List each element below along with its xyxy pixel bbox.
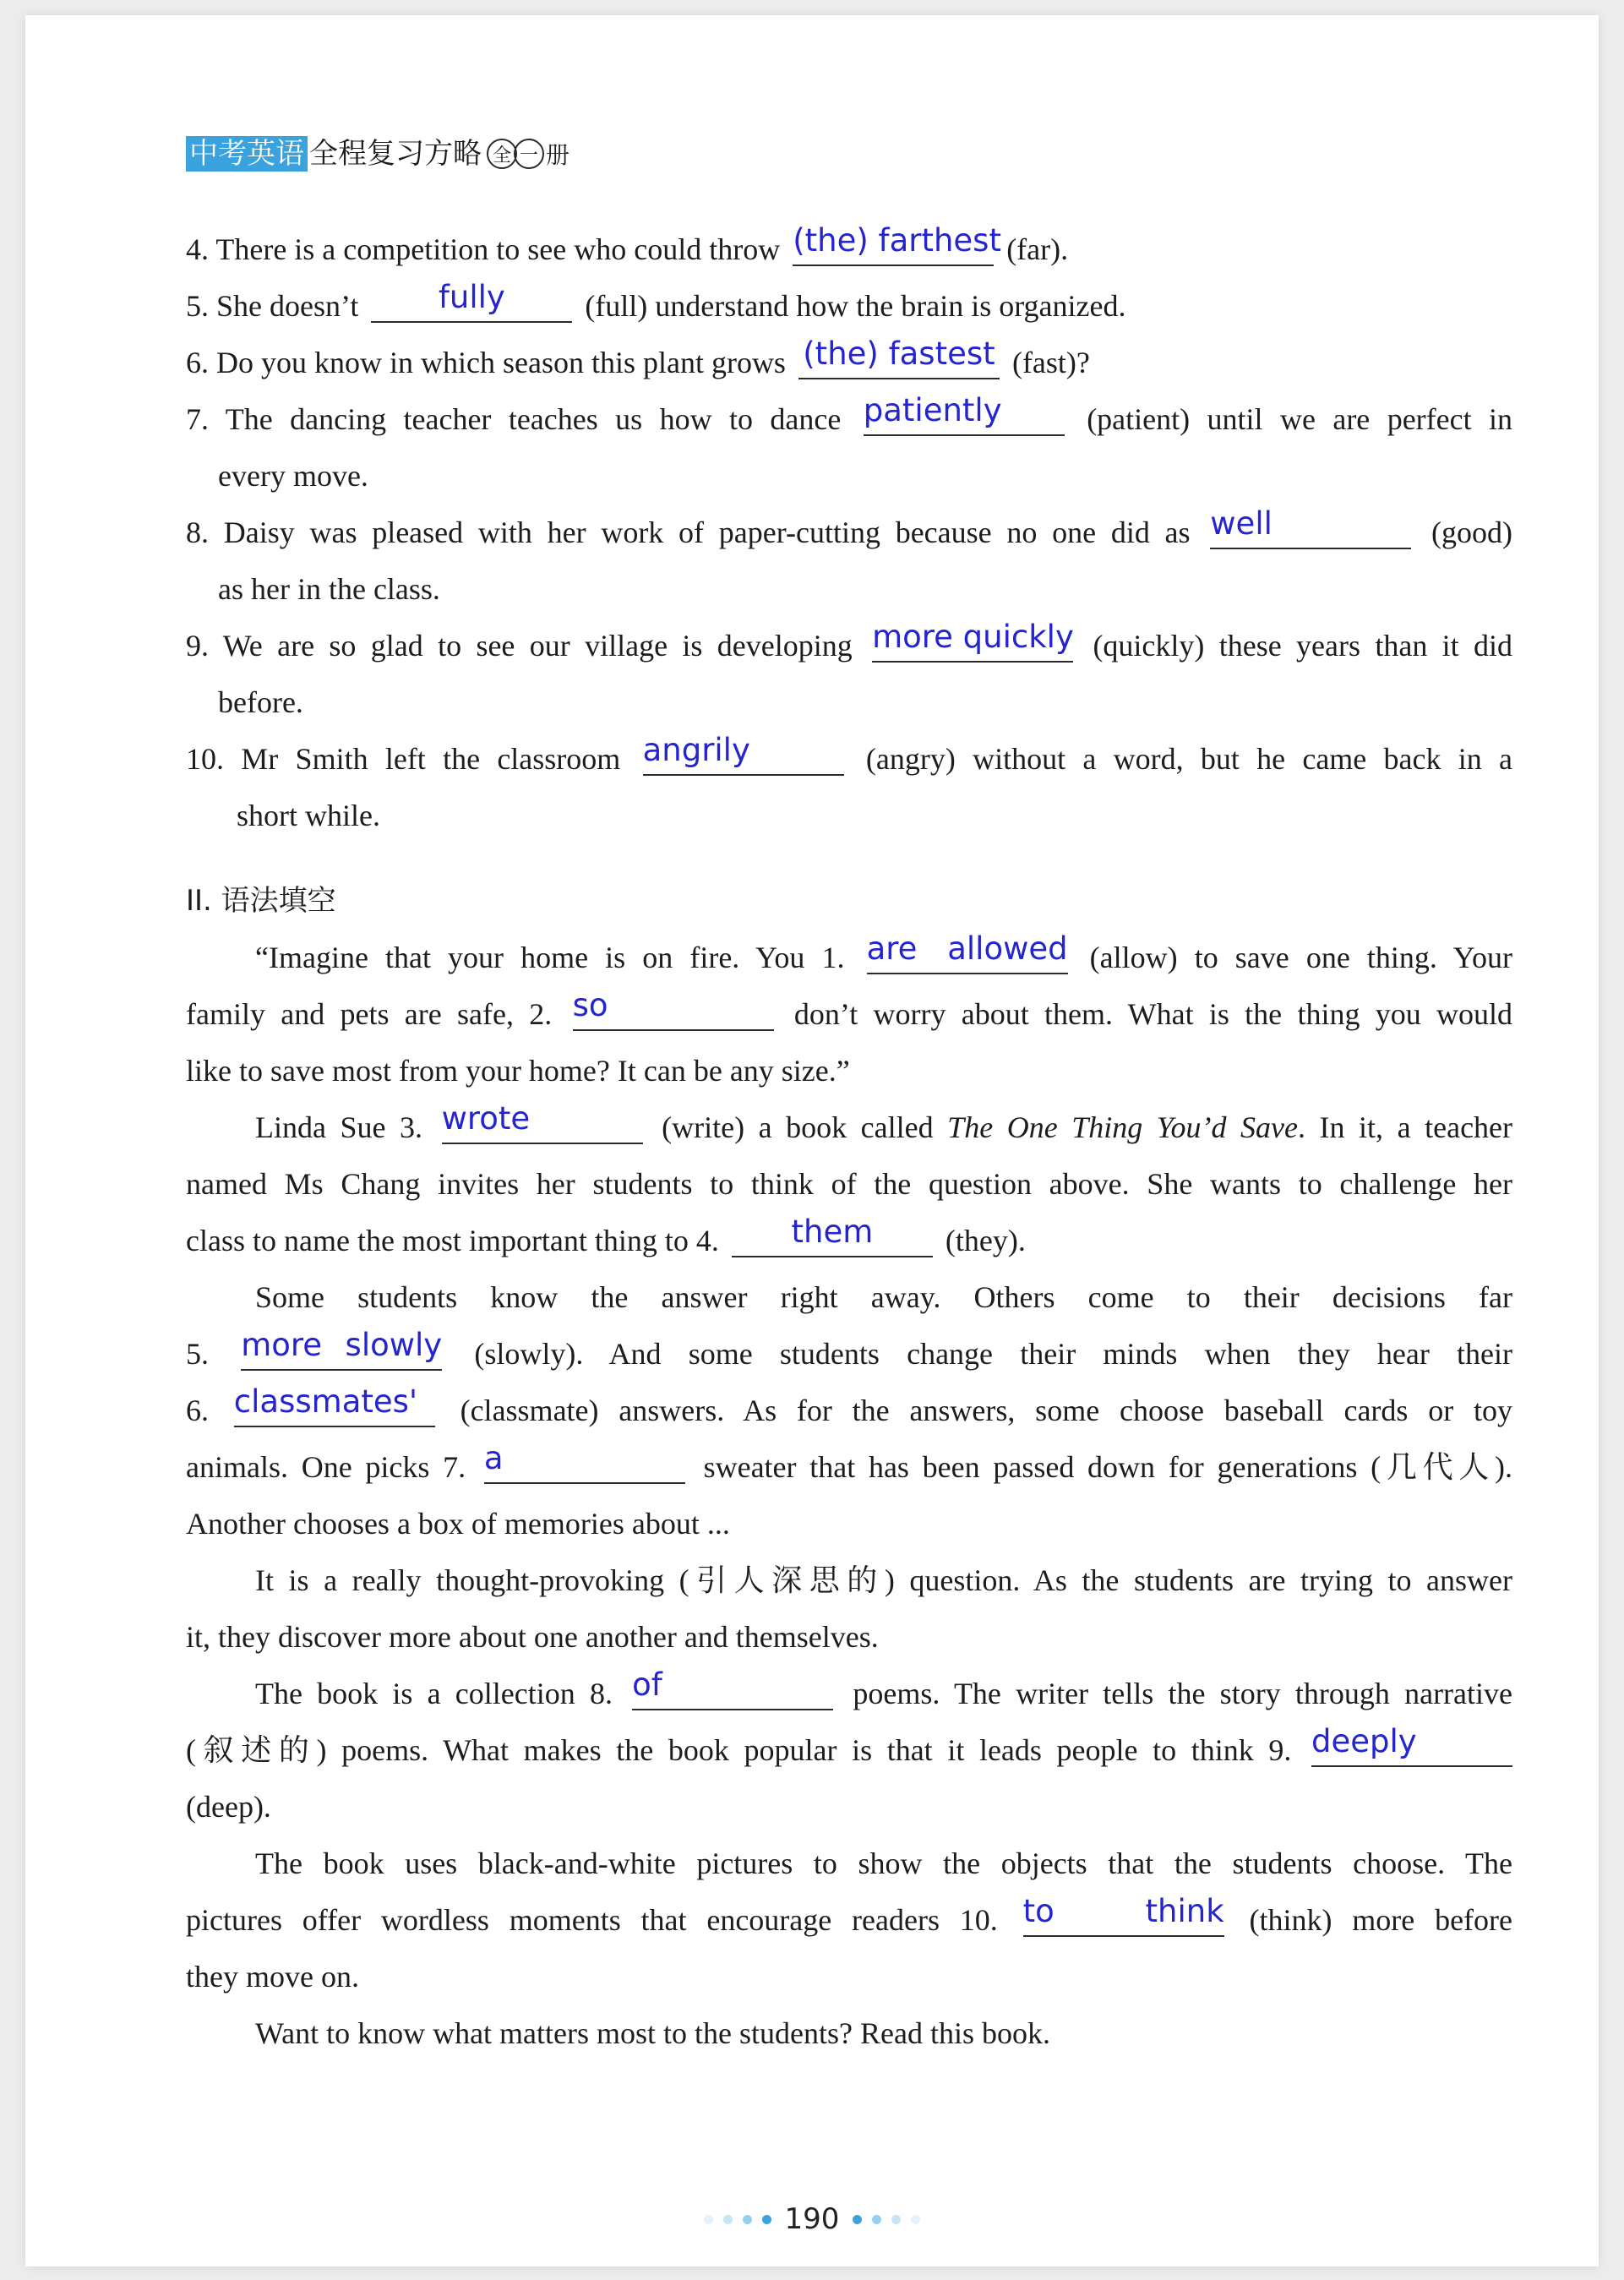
passage-line: Some students know the answer right away. Others come to their decisions far <box>255 1280 1512 1314</box>
decor-dot-icon <box>704 2215 713 2224</box>
page-footer <box>25 2202 1599 2236</box>
item-hint: (angry) without a word, but he came back in a <box>865 742 1513 776</box>
passage-line: they move on. <box>186 1960 359 1994</box>
passage-text: (slowly). And some students change their minds when they hear their <box>474 1337 1512 1371</box>
handwritten-answer: wrote <box>441 1100 531 1137</box>
volume-circle-2: 一 <box>514 139 544 169</box>
passage-line <box>186 1099 1512 1156</box>
item-number: 8. <box>186 515 209 549</box>
item-4 <box>186 221 1512 278</box>
book-title-italic: The One Thing You’d Save <box>947 1110 1298 1144</box>
item-9-continued: before. <box>218 685 303 719</box>
handwritten-answer: well <box>1210 505 1272 542</box>
page-header <box>186 135 569 172</box>
item-text: Do you know in which season this plant grows <box>216 346 786 379</box>
handwritten-answer: deeply <box>1311 1723 1417 1759</box>
item-hint: (good) <box>1431 515 1513 549</box>
answer-blank <box>1210 505 1411 549</box>
handwritten-answer: fully <box>438 279 505 315</box>
answer-blank-3 <box>441 1100 643 1144</box>
answer-blank <box>371 279 572 323</box>
item-text: Daisy was pleased with her work of paper-cutting because no one did as <box>223 515 1191 549</box>
book-title: 全程复习方略 <box>309 137 482 171</box>
item-6 <box>186 335 1512 391</box>
answer-blank-7 <box>483 1440 685 1484</box>
item-10-continued: short while. <box>237 799 380 832</box>
passage-line <box>186 1383 1512 1439</box>
passage-line <box>186 1666 1512 1722</box>
handwritten-answer: patiently <box>863 392 1002 428</box>
passage-text: Linda Sue 3. <box>255 1110 423 1144</box>
item-number: 10. <box>186 742 224 776</box>
item-number: 5. <box>186 289 209 323</box>
passage-text: class to name the most important thing to 4. <box>186 1224 719 1257</box>
passage-line: it, they discover more about one another and themselves. <box>186 1620 879 1654</box>
handwritten-answer: so <box>572 987 608 1023</box>
answer-blank-10 <box>1022 1893 1224 1937</box>
item-hint: (fast)? <box>1011 346 1090 379</box>
decor-dot-icon <box>911 2215 920 2224</box>
answer-blank-8 <box>632 1666 833 1710</box>
answer-blank-1 <box>866 930 1068 974</box>
decor-dot-icon <box>762 2215 771 2224</box>
answer-blank <box>798 335 1000 379</box>
passage-line: The book uses black-and-white pictures to show the objects that the students choose. The <box>255 1846 1512 1880</box>
item-number: 9. <box>186 629 209 663</box>
handwritten-answer: (the) farthest <box>793 222 1001 259</box>
item-5 <box>186 278 1512 335</box>
item-8 <box>186 505 1512 561</box>
handwritten-answer: to think <box>1022 1893 1224 1929</box>
passage-text: (classmate) answers. As for the answers, some choose baseball cards or toy <box>460 1394 1513 1427</box>
volume-circle-1: 全 <box>487 139 517 169</box>
passage-text: (allow) to save one thing. Your <box>1089 941 1513 974</box>
decor-dot-icon <box>723 2215 733 2224</box>
handwritten-answer: (the) fastest <box>803 335 995 372</box>
exercise-content <box>186 221 1512 2062</box>
decor-dot-icon <box>853 2215 862 2224</box>
passage-line: Another chooses a box of memories about ... <box>186 1507 730 1541</box>
passage-text: (叙述的) poems. What makes the book popular is that it leads people to think 9. <box>186 1733 1292 1767</box>
passage-line <box>186 1892 1512 1949</box>
passage-text: sweater that has been passed down for generations (几代人). <box>703 1450 1513 1484</box>
handwritten-answer: angrily <box>642 732 750 768</box>
passage-text: (they). <box>945 1224 1026 1257</box>
passage-text: (write) a book called <box>662 1110 934 1144</box>
series-tag: 中考英语 <box>186 136 308 172</box>
passage-text: 5. <box>186 1337 209 1371</box>
item-hint: (full) understand how the brain is organized. <box>585 289 1126 323</box>
item-hint: (far). <box>1006 232 1069 266</box>
decor-dot-icon <box>872 2215 881 2224</box>
answer-blank <box>872 619 1074 663</box>
section-heading: II. 语法填空 <box>186 884 336 918</box>
decor-dot-icon <box>891 2215 901 2224</box>
item-9 <box>186 618 1512 674</box>
answer-blank <box>863 392 1065 436</box>
answer-blank-4 <box>732 1214 933 1257</box>
textbook-page <box>25 15 1599 2266</box>
handwritten-answer: of <box>632 1666 662 1703</box>
answer-blank <box>793 222 1001 266</box>
passage-text: 6. <box>186 1394 209 1427</box>
passage-line <box>186 986 1512 1043</box>
volume-suffix: 册 <box>546 141 570 169</box>
handwritten-answer: more quickly <box>872 619 1074 655</box>
passage-line <box>186 1213 1512 1269</box>
answer-blank-9 <box>1311 1723 1512 1767</box>
passage-text: poems. The writer tells the story through narrative <box>853 1677 1513 1710</box>
item-number: 4. <box>186 232 209 266</box>
handwritten-answer: a <box>483 1440 504 1476</box>
answer-blank-5 <box>241 1327 443 1371</box>
passage-text: “Imagine that your home is on fire. You 1. <box>255 941 845 974</box>
passage-line <box>186 1326 1512 1383</box>
passage-line: like to save most from your home? It can be any size.” <box>186 1054 850 1088</box>
passage-line: named Ms Chang invites her students to think of the question above. She wants to challenge her <box>186 1167 1512 1201</box>
item-7-continued: every move. <box>218 459 368 493</box>
passage-line: (deep). <box>186 1790 271 1824</box>
item-text: Mr Smith left the classroom <box>241 742 621 776</box>
answer-blank <box>642 732 844 776</box>
item-text: She doesn’t <box>216 289 359 323</box>
passage-text: pictures offer wordless moments that encourage readers 10. <box>186 1903 998 1937</box>
item-hint: (patient) until we are perfect in <box>1087 402 1513 436</box>
passage-line: Want to know what matters most to the students? Read this book. <box>255 2016 1050 2050</box>
handwritten-answer: classmates' <box>233 1383 418 1420</box>
answer-blank-2 <box>572 987 774 1031</box>
passage-text: . In it, a teacher <box>1297 1110 1513 1144</box>
passage-line <box>186 1439 1512 1496</box>
item-hint: (quickly) these years than it did <box>1093 629 1513 663</box>
passage-text: (think) more before <box>1249 1903 1512 1937</box>
passage-line <box>186 1722 1512 1779</box>
item-text: We are so glad to see our village is developing <box>222 629 853 663</box>
item-number: 6. <box>186 346 209 379</box>
page-number: 190 <box>784 2202 840 2236</box>
passage-line: It is a really thought-provoking (引人深思的) question. As the students are trying to answer <box>255 1563 1512 1597</box>
passage-text: animals. One picks 7. <box>186 1450 466 1484</box>
handwritten-answer: are allowed <box>866 930 1068 967</box>
item-number: 7. <box>186 402 209 436</box>
item-7 <box>186 391 1512 448</box>
item-10 <box>186 731 1512 788</box>
passage-line <box>186 930 1512 986</box>
item-text: The dancing teacher teaches us how to dance <box>225 402 842 436</box>
item-text: There is a competition to see who could throw <box>215 232 781 266</box>
decor-dot-icon <box>743 2215 752 2224</box>
passage-text: The book is a collection 8. <box>255 1677 613 1710</box>
passage-text: family and pets are safe, 2. <box>186 997 553 1031</box>
passage-text: don’t worry about them. What is the thing you would <box>793 997 1513 1031</box>
item-8-continued: as her in the class. <box>218 572 440 606</box>
handwritten-answer: them <box>791 1214 874 1250</box>
handwritten-answer: more slowly <box>241 1327 443 1363</box>
answer-blank-6 <box>233 1383 435 1427</box>
